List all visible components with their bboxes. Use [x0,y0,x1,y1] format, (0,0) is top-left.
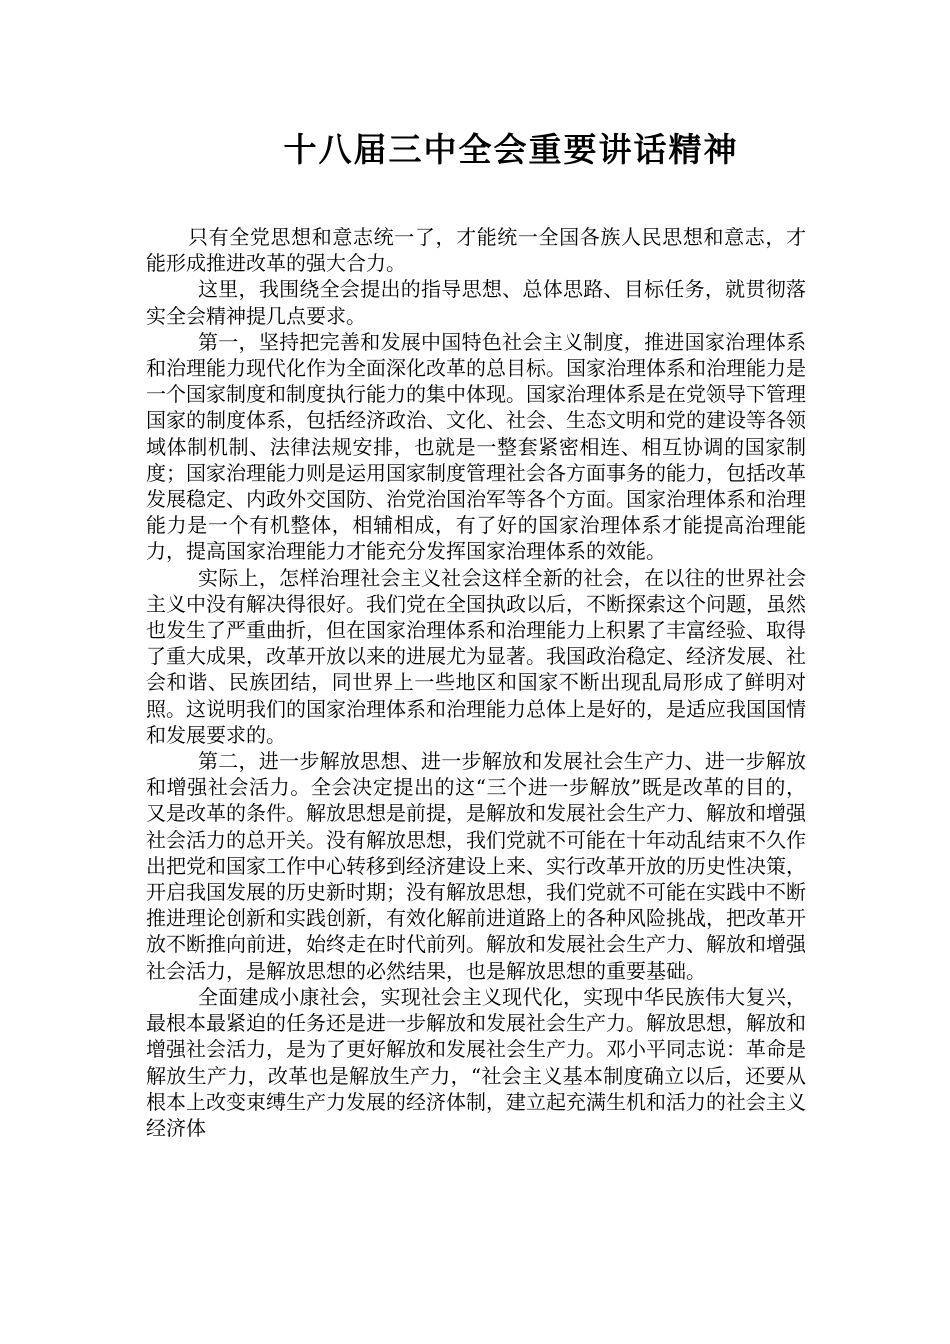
paragraph-5: 第二，进一步解放思想、进一步解放和发展社会生产力、进一步解放和增强社会活力。全会决定提出的这“三个进一步解放”既是改革的目的，又是改革的条件。解放思想是前提，是解放和发展社会生产力、解放和增强社会活力的总开关。没有解放思想，我们党就不可能在十年动乱结束不久作出把党和国家工作中心转移到经济建设上来、实行改革开放的历史性决策，开启我国发展的历史新时期；没有解放思想，我们党就不可能在实践中不断推进理论创新和实践创新，有效化解前进道路上的各种风险挑战，把改革开放不断推向前进，始终走在时代前列。解放和发展社会生产力、解放和增强社会活力，是解放思想的必然结果，也是解放思想的重要基础。 [146,749,806,983]
paragraph-2: 这里，我围绕全会提出的指导思想、总体思路、目标任务，就贯彻落实全会精神提几点要求。 [146,277,806,328]
paragraph-3: 第一，坚持把完善和发展中国特色社会主义制度，推进国家治理体系和治理能力现代化作为全面深化改革的总目标。国家治理体系和治理能力是一个国家制度和制度执行能力的集中体现。国家治理体系是在党领导下管理国家的制度体系，包括经济政治、文化、社会、生态文明和党的建设等各领域体制机制、法律法规安排，也就是一整套紧密相连、相互协调的国家制度；国家治理能力则是运用国家制度管理社会各方面事务的能力，包括改革发展稳定、内政外交国防、治党治国治军等各个方面。国家治理体系和治理能力是一个有机整体，相辅相成，有了好的国家治理体系才能提高治理能力，提高国家治理能力才能充分发挥国家治理体系的效能。 [146,329,806,564]
paragraph-4: 实际上，怎样治理社会主义社会这样全新的社会，在以往的世界社会主义中没有解决得很好。我们党在全国执政以后，不断探索这个问题，虽然也发生了严重曲折，但在国家治理体系和治理能力上积累了丰富经验、取得了重大成果，改革开放以来的进展尤为显著。我国政治稳定、经济发展、社会和谐、民族团结，同世界上一些地区和国家不断出现乱局形成了鲜明对照。这说明我们的国家治理体系和治理能力总体上是好的，是适应我国国情和发展要求的。 [146,565,806,747]
document-body [146,224,806,1141]
document-title: 十八届三中全会重要讲话精神 [283,130,739,169]
paragraph-1: 只有全党思想和意志统一了，才能统一全国各族人民思想和意志，才能形成推进改革的强大合力。 [146,225,806,276]
paragraph-6: 全面建成小康社会，实现社会主义现代化，实现中华民族伟大复兴，最根本最紧迫的任务还是进一步解放和发展社会生产力。解放思想，解放和增强社会活力，是为了更好解放和发展社会生产力。邓小平同志说：革命是解放生产力，改革也是解放生产力，“社会主义基本制度确立以后，还要从根本上改变束缚生产力发展的经济体制，建立起充满生机和活力的社会主义经济体 [146,984,806,1140]
